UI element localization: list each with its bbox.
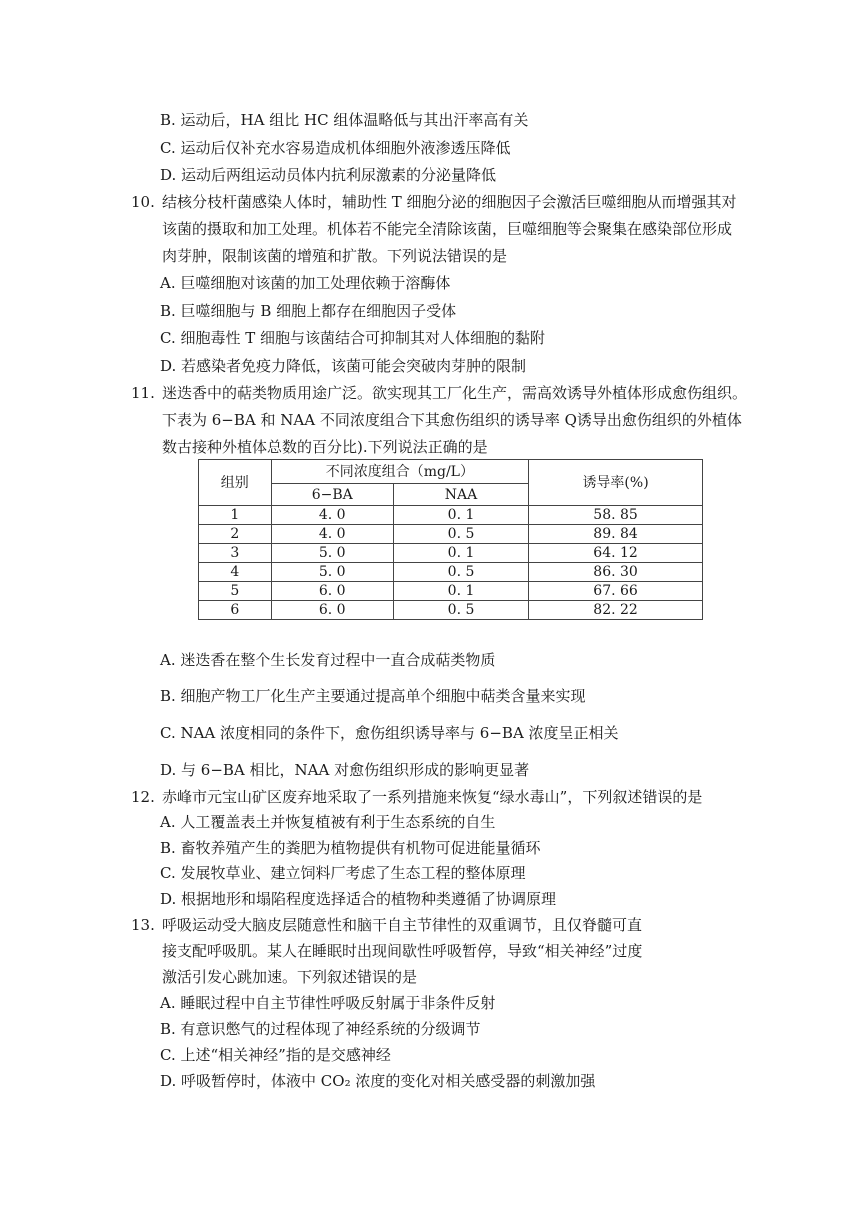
table-row bbox=[199, 506, 703, 525]
cell-rate: 82. 22 bbox=[529, 601, 703, 620]
q11-stem-line: 数古接种外植体总数的百分比).下列说法正确的是 bbox=[162, 438, 488, 456]
cell-rate: 67. 66 bbox=[529, 582, 703, 601]
q10-stem-line: 结核分枝杆菌感染人体时，辅助性 T 细胞分泌的细胞因子会激活巨噬细胞从而增强其对 bbox=[162, 193, 737, 211]
cell-naa: 0. 5 bbox=[393, 525, 528, 544]
header-naa: NAA bbox=[393, 484, 528, 506]
cell-6ba: 4. 0 bbox=[271, 525, 393, 544]
cell-group: 6 bbox=[199, 601, 272, 620]
q11-option-d: D. 与 6−BA 相比，NAA 对愈伤组织形成的影响更显著 bbox=[160, 761, 530, 779]
q12-option-c: C. 发展牧草业、建立饲料厂考虑了生态工程的整体原理 bbox=[160, 864, 526, 882]
q13-option-c: C. 上述“相关神经”指的是交感神经 bbox=[160, 1046, 391, 1064]
q13-option-d: D. 呼吸暂停时，体液中 CO₂ 浓度的变化对相关感受器的刺激加强 bbox=[160, 1072, 596, 1090]
q12-stem-line: 赤峰市元宝山矿区废弃地采取了一系列措施来恢复“绿水毒山”，下列叙述错误的是 bbox=[162, 788, 703, 806]
cell-group: 1 bbox=[199, 506, 272, 525]
q13-stem-line: 呼吸运动受大脑皮层随意性和脑干自主节律性的双重调节，且仅脊髓可直 bbox=[162, 916, 643, 934]
header-concentration: 不同浓度组合（mg/L） bbox=[271, 460, 529, 484]
q13-number: 13. bbox=[131, 916, 155, 934]
cell-group: 4 bbox=[199, 563, 272, 582]
q13-stem-line: 激活引发心跳加速。下列叙述错误的是 bbox=[162, 968, 418, 986]
q13-option-b: B. 有意识憋气的过程体现了神经系统的分级调节 bbox=[160, 1020, 481, 1038]
cell-rate: 64. 12 bbox=[529, 544, 703, 563]
cell-6ba: 6. 0 bbox=[271, 582, 393, 601]
q9-option-d: D. 运动后两组运动员体内抗利尿激素的分泌量降低 bbox=[160, 166, 497, 184]
header-6ba: 6−BA bbox=[271, 484, 393, 506]
q10-option-d: D. 若感染者免疫力降低，该菌可能会突破肉芽肿的限制 bbox=[160, 357, 527, 375]
cell-rate: 58. 85 bbox=[529, 506, 703, 525]
q10-number: 10. bbox=[131, 193, 155, 211]
cell-group: 3 bbox=[199, 544, 272, 563]
cell-naa: 0. 1 bbox=[393, 506, 528, 525]
q10-stem-line: 肉芽肿，限制该菌的增殖和扩散。下列说法错误的是 bbox=[162, 247, 508, 265]
cell-naa: 0. 5 bbox=[393, 601, 528, 620]
header-rate: 诱导率(%) bbox=[529, 460, 703, 506]
q11-option-b: B. 细胞产物工厂化生产主要通过提高单个细胞中萜类含量来实现 bbox=[160, 687, 586, 705]
cell-6ba: 6. 0 bbox=[271, 601, 393, 620]
table-row bbox=[199, 601, 703, 620]
q9-option-b: B. 运动后，HA 组比 HC 组体温略低与其出汗率高有关 bbox=[160, 111, 529, 129]
table-row bbox=[199, 525, 703, 544]
q12-option-d: D. 根据地形和塌陷程度选择适合的植物种类遵循了协调原理 bbox=[160, 890, 557, 908]
cell-6ba: 4. 0 bbox=[271, 506, 393, 525]
cell-group: 2 bbox=[199, 525, 272, 544]
q10-option-c: C. 细胞毒性 T 细胞与该菌结合可抑制其对人体细胞的黏附 bbox=[160, 329, 546, 347]
q10-stem-line: 该菌的摄取和加工处理。机体若不能完全清除该菌，巨噬细胞等会聚集在感染部位形成 bbox=[162, 220, 733, 238]
cell-6ba: 5. 0 bbox=[271, 544, 393, 563]
q10-option-b: B. 巨噬细胞与 B 细胞上都存在细胞因子受体 bbox=[160, 302, 457, 320]
q10-option-a: A. 巨噬细胞对该菌的加工处理依赖于溶酶体 bbox=[160, 274, 451, 292]
q13-option-a: A. 睡眠过程中自主节律性呼吸反射属于非条件反射 bbox=[160, 994, 496, 1012]
q12-number: 12. bbox=[131, 788, 155, 806]
q11-number: 11. bbox=[131, 384, 155, 402]
q13-stem-line: 接支配呼吸肌。某人在睡眠时出现间歇性呼吸暂停，导致“相关神经”过度 bbox=[162, 942, 643, 960]
q11-option-a: A. 迷迭香在整个生长发育过程中一直合成萜类物质 bbox=[160, 651, 496, 669]
cell-naa: 0. 1 bbox=[393, 544, 528, 563]
cell-rate: 86. 30 bbox=[529, 563, 703, 582]
q11-stem-line: 下表为 6−BA 和 NAA 不同浓度组合下其愈伤组织的诱导率 Q诱导出愈伤组织的外植体 bbox=[162, 411, 742, 429]
q11-stem-line: 迷迭香中的萜类物质用途广泛。欲实现其工厂化生产，需高效诱导外植体形成愈伤组织。 bbox=[162, 384, 748, 402]
table-row bbox=[199, 563, 703, 582]
cell-group: 5 bbox=[199, 582, 272, 601]
cell-rate: 89. 84 bbox=[529, 525, 703, 544]
table-row bbox=[199, 544, 703, 563]
cell-naa: 0. 1 bbox=[393, 582, 528, 601]
header-group: 组别 bbox=[199, 460, 272, 506]
table-row bbox=[199, 582, 703, 601]
q9-option-c: C. 运动后仅补充水容易造成机体细胞外液渗透压降低 bbox=[160, 139, 511, 157]
cell-6ba: 5. 0 bbox=[271, 563, 393, 582]
cell-naa: 0. 5 bbox=[393, 563, 528, 582]
q12-option-b: B. 畜牧养殖产生的粪肥为植物提供有机物可促进能量循环 bbox=[160, 839, 541, 857]
q11-option-c: C. NAA 浓度相同的条件下，愈伤组织诱导率与 6−BA 浓度呈正相关 bbox=[160, 724, 619, 742]
q12-option-a: A. 人工覆盖表土并恢复植被有利于生态系统的自生 bbox=[160, 813, 496, 831]
induction-rate-table bbox=[198, 459, 703, 620]
